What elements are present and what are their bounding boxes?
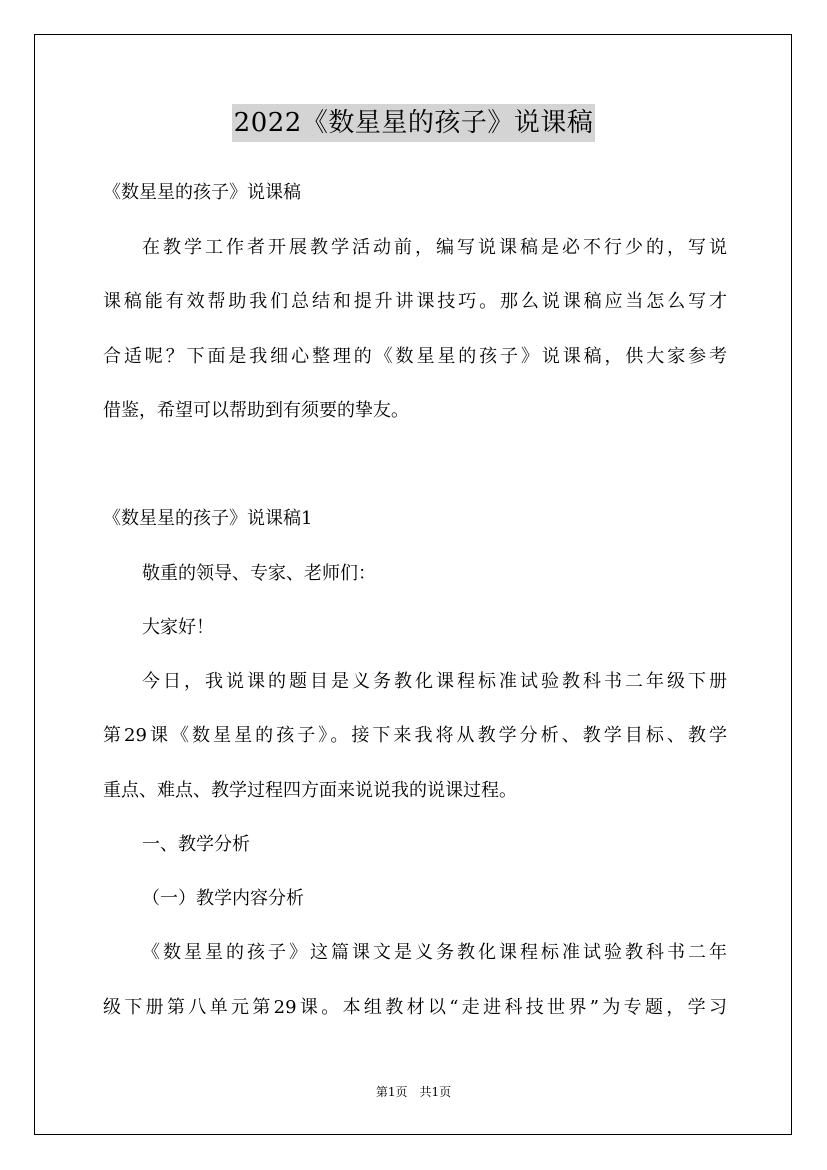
intro-line-1: 在教学工作者开展教学活动前，编写说课稿是必不行少的，写说	[142, 237, 727, 258]
heading-1: 一、教学分析	[142, 834, 250, 855]
section-heading: 《数星星的孩子》说课稿1	[103, 508, 313, 529]
intro-line-4: 借鉴，希望可以帮助到有须要的挚友。	[103, 400, 409, 421]
heading-1-1: （一）教学内容分析	[142, 888, 304, 909]
intro-line-3: 合适呢？下面是我细心整理的《数星星的孩子》说课稿，供大家参考	[103, 346, 727, 367]
para1-line-1: 今日，我说课的题目是义务教化课程标准试验教科书二年级下册	[142, 671, 727, 692]
hello: 大家好！	[142, 617, 214, 638]
para1-line-2: 第29课《数星星的孩子》。接下来我将从教学分析、教学目标、教学	[103, 725, 727, 746]
page-footer: 第1页 共1页	[375, 1085, 452, 1099]
para1-line-3: 重点、难点、教学过程四方面来说说我的说课过程。	[103, 780, 517, 801]
title-container	[0, 104, 827, 142]
document-title: 2022《数星星的孩子》说课稿	[232, 104, 596, 142]
intro-line-2: 课稿能有效帮助我们总结和提升讲课技巧。那么说课稿应当怎么写才	[103, 291, 727, 312]
subtitle: 《数星星的孩子》说课稿	[103, 182, 301, 203]
para2-line-1: 《数星星的孩子》这篇课文是义务教化课程标准试验教科书二年	[142, 942, 727, 963]
para2-line-2: 级下册第八单元第29课。本组教材以“走进科技世界”为专题，学习	[103, 997, 727, 1018]
greeting: 敬重的领导、专家、老师们：	[142, 563, 376, 584]
